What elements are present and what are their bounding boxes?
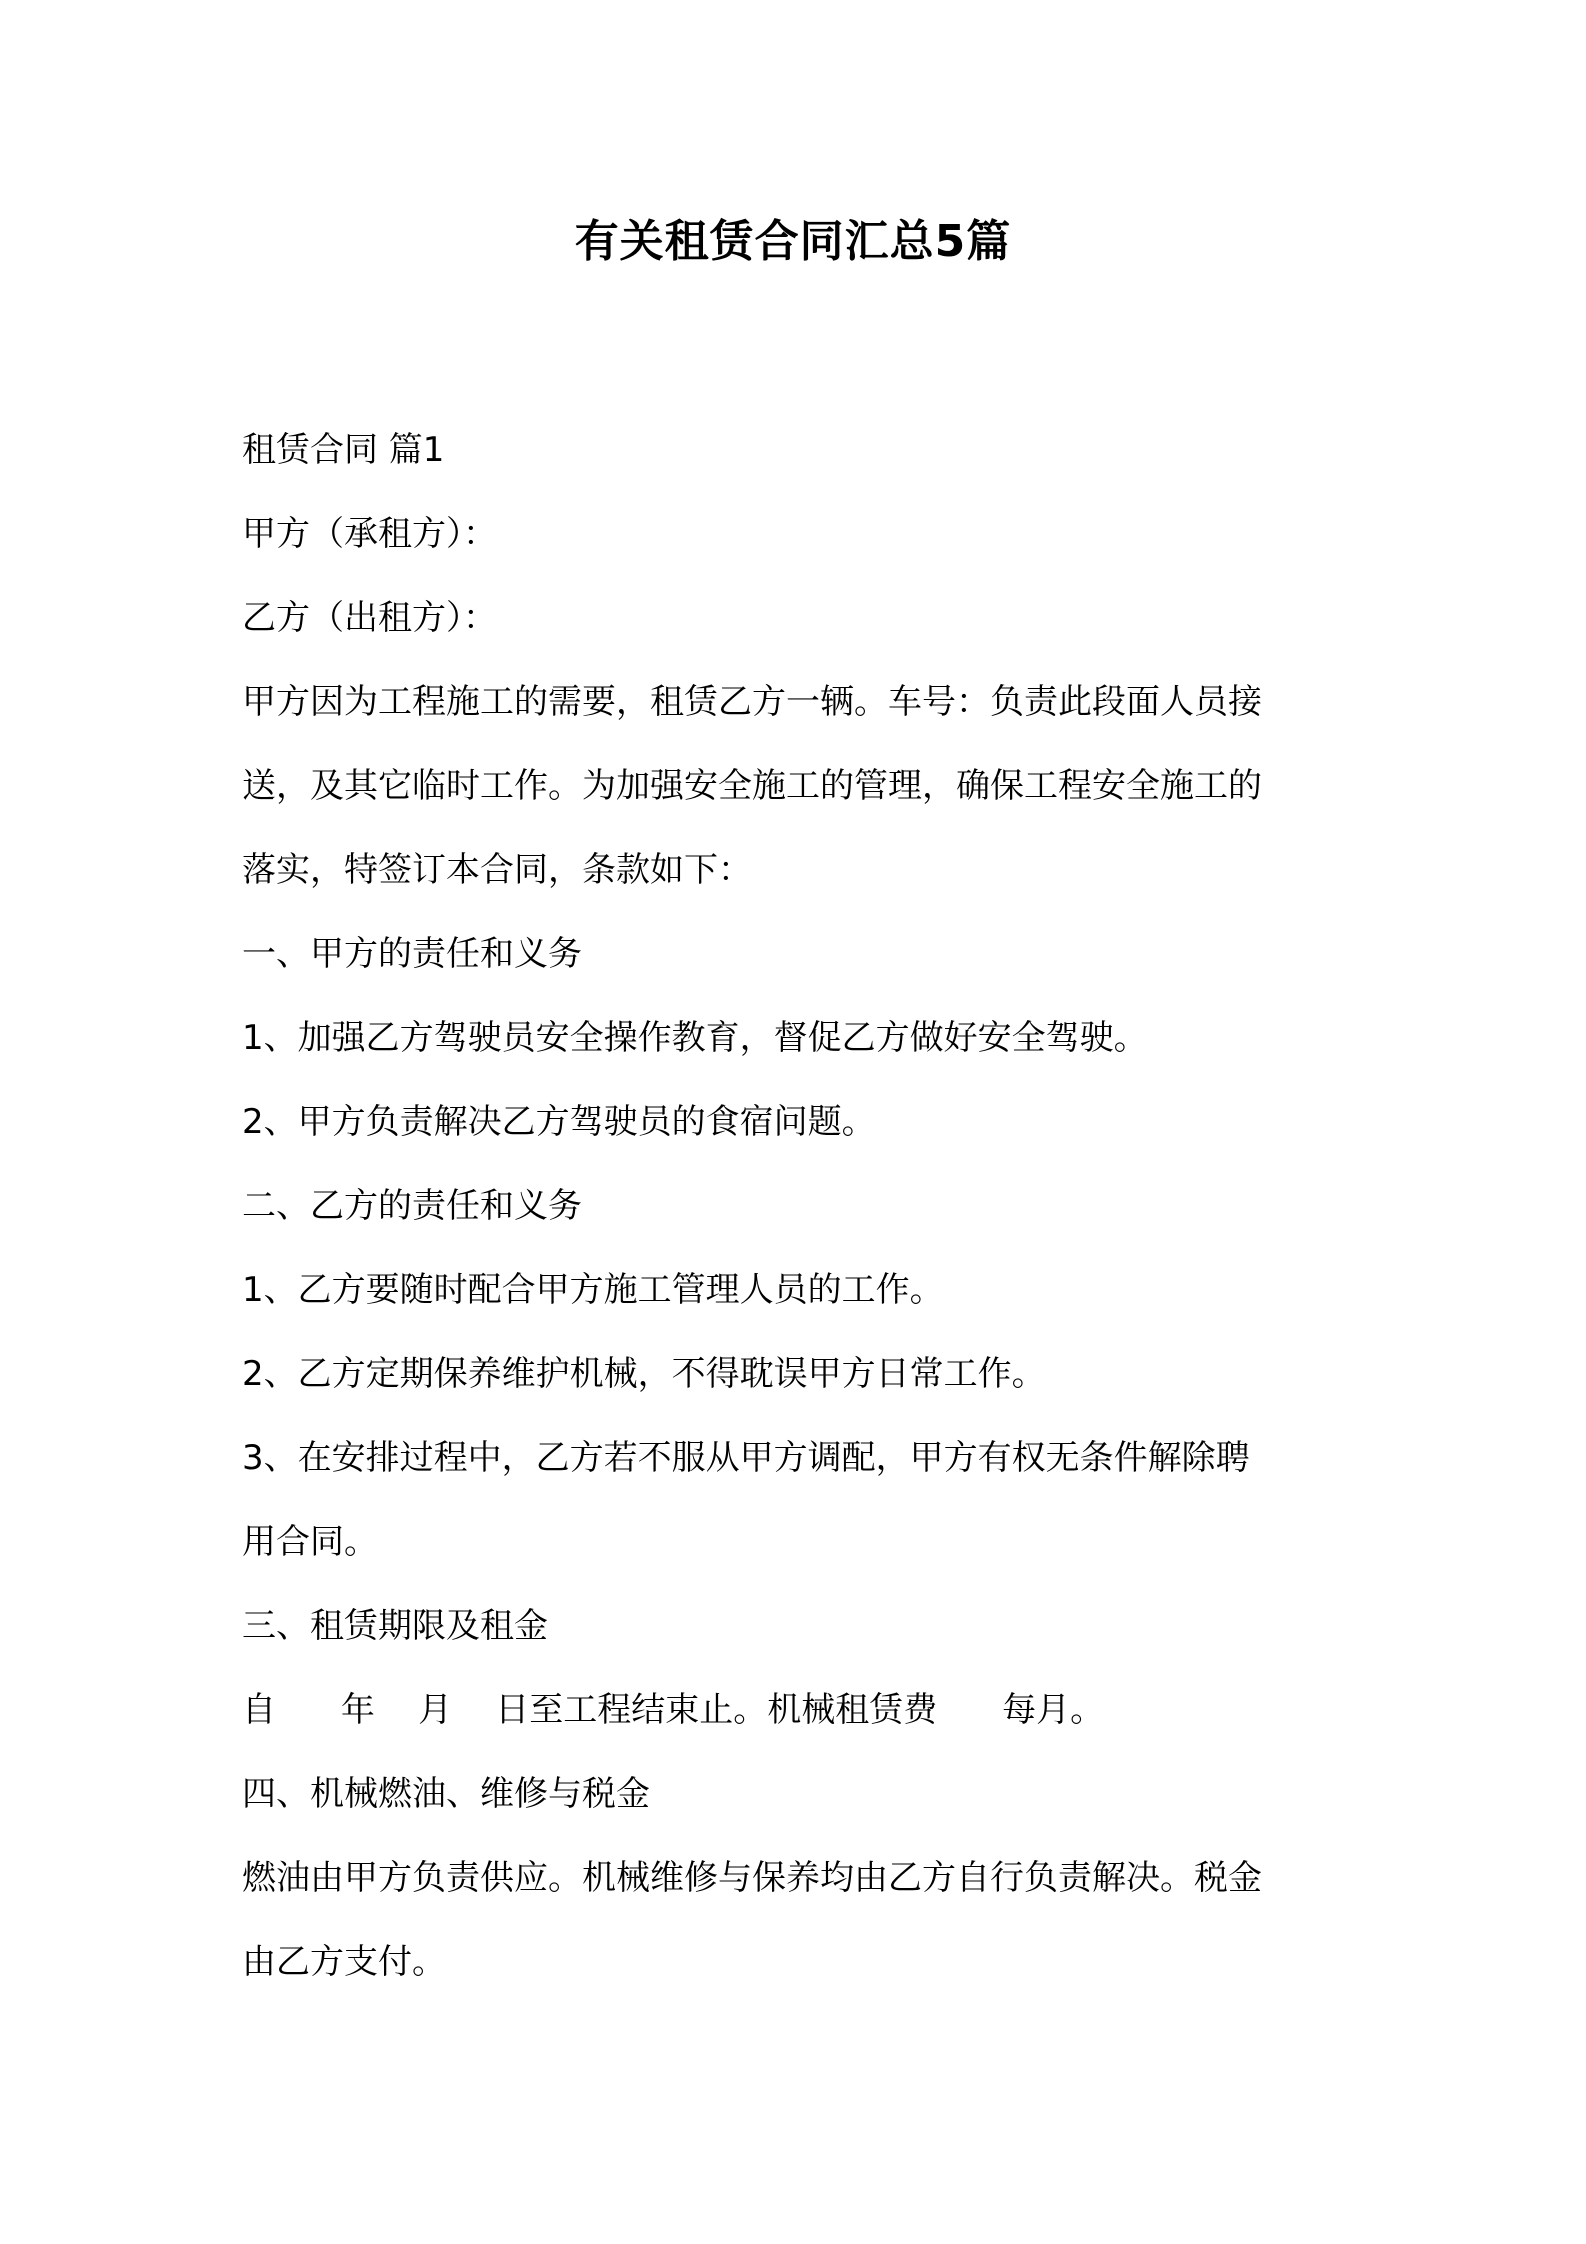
document-body (242, 408, 1362, 2004)
clause-item: 2、甲方负责解决乙方驾驶员的食宿问题。 (242, 1102, 876, 1142)
paragraph-line: 由乙方支付。 (242, 1942, 446, 1982)
paragraph-line: 送，及其它临时工作。为加强安全施工的管理，确保工程安全施工的 (242, 766, 1262, 806)
clause-heading: 二、乙方的责任和义务 (242, 1186, 582, 1226)
clause-heading: 一、甲方的责任和义务 (242, 934, 582, 974)
paragraph-line: 燃油由甲方负责供应。机械维修与保养均由乙方自行负责解决。税金 (242, 1858, 1262, 1898)
party-b-line: 乙方（出租方）： (242, 598, 497, 638)
clause-item: 1、乙方要随时配合甲方施工管理人员的工作。 (242, 1270, 944, 1310)
clause-item: 2、乙方定期保养维护机械，不得耽误甲方日常工作。 (242, 1354, 1046, 1394)
clause-item: 1、加强乙方驾驶员安全操作教育，督促乙方做好安全驾驶。 (242, 1018, 1148, 1058)
paragraph-line: 甲方因为工程施工的需要，租赁乙方一辆。车号：负责此段面人员接 (242, 682, 1262, 722)
paragraph-line: 落实，特签订本合同，条款如下： (242, 850, 752, 890)
clause-heading: 四、机械燃油、维修与税金 (242, 1774, 650, 1814)
lease-term-line: 自 年 月 日至工程结束止。机械租赁费 每月。 (242, 1690, 1105, 1730)
document-title: 有关租赁合同汇总5篇 (574, 216, 1012, 267)
section-heading-contract-1: 租赁合同 篇1 (242, 430, 445, 470)
party-a-line: 甲方（承租方）： (242, 514, 497, 554)
clause-item: 3、在安排过程中，乙方若不服从甲方调配，甲方有权无条件解除聘 (242, 1438, 1250, 1478)
clause-item-continuation: 用合同。 (242, 1522, 378, 1562)
clause-heading: 三、租赁期限及租金 (242, 1606, 548, 1646)
